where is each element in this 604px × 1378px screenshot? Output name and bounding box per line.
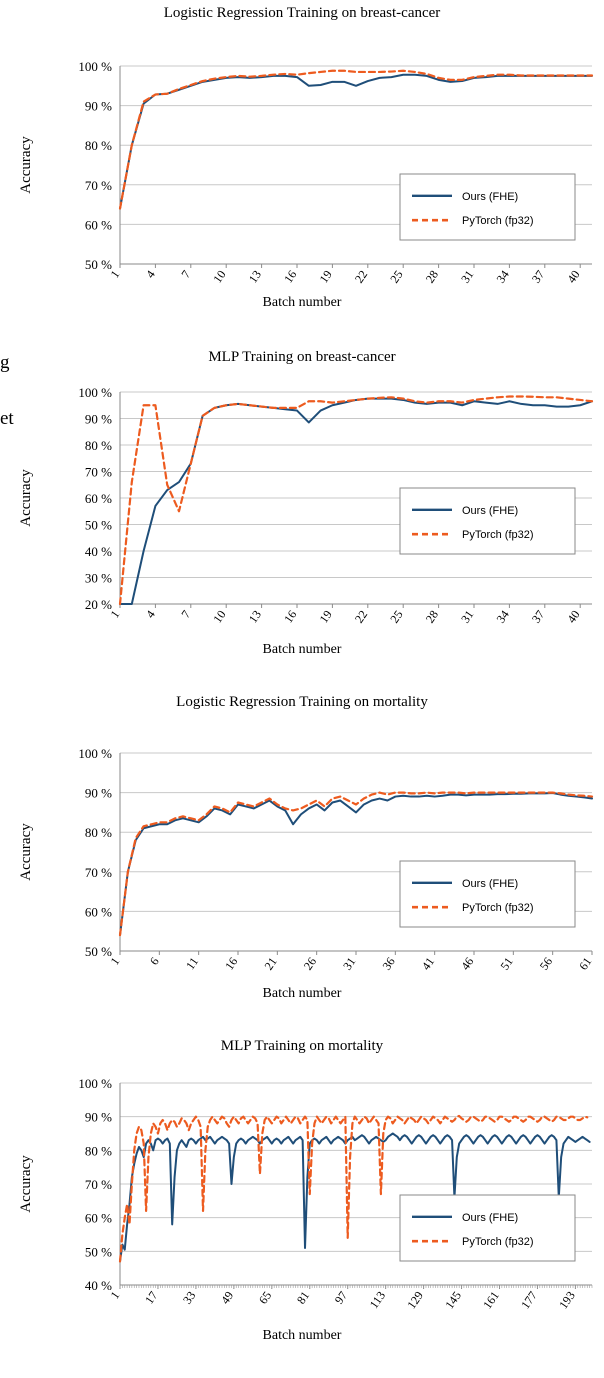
chart-legend bbox=[400, 1195, 575, 1261]
y-tick-label: 30 % bbox=[84, 570, 112, 586]
x-tick-label: 40 bbox=[564, 607, 583, 626]
x-tick-label: 11 bbox=[183, 954, 202, 973]
plot-area-1 bbox=[0, 366, 604, 644]
x-tick-label: 65 bbox=[255, 1288, 275, 1307]
x-tick-label: 40 bbox=[564, 267, 583, 286]
y-tick-label: 90 % bbox=[84, 1109, 112, 1125]
x-tick-label: 1 bbox=[107, 267, 123, 281]
y-tick-label: 80 % bbox=[84, 438, 112, 453]
x-tick-label: 113 bbox=[366, 1288, 389, 1312]
chart-title-0: Logistic Regression Training on breast-cancer bbox=[163, 5, 441, 21]
y-tick-label: 90 % bbox=[84, 785, 112, 801]
x-tick-label: 28 bbox=[422, 267, 442, 286]
chart-svg-3 bbox=[0, 1055, 604, 1330]
x-axis-label-0: Batch number bbox=[262, 295, 342, 310]
chart-panel-1 bbox=[0, 340, 604, 685]
x-tick-label: 4 bbox=[142, 267, 158, 281]
chart-legend bbox=[400, 488, 575, 554]
chart-title-2: Logistic Regression Training on mortality bbox=[176, 694, 428, 710]
legend-label-ours: Ours (FHE) bbox=[462, 1211, 519, 1224]
x-tick-label: 46 bbox=[458, 954, 477, 973]
chart-svg-0 bbox=[0, 22, 604, 297]
y-tick-label: 70 % bbox=[84, 864, 112, 880]
x-tick-label: 129 bbox=[404, 1288, 427, 1312]
y-tick-label: 80 % bbox=[84, 825, 112, 841]
y-tick-label: 60 % bbox=[84, 217, 112, 233]
x-tick-label: 19 bbox=[316, 267, 335, 286]
plot-area-2 bbox=[0, 711, 604, 988]
legend-label-ours: Ours (FHE) bbox=[462, 190, 519, 203]
x-tick-label: 1 bbox=[107, 954, 123, 968]
stray-text-fragment-2: et bbox=[0, 408, 14, 429]
y-tick-label: 90 % bbox=[84, 98, 112, 114]
chart-svg-1 bbox=[0, 366, 604, 644]
legend-label-ours: Ours (FHE) bbox=[462, 504, 519, 517]
legend-label-pytorch: PyTorch (fp32) bbox=[462, 1236, 534, 1249]
y-tick-label: 70 % bbox=[84, 177, 112, 193]
chart-svg-2 bbox=[0, 711, 604, 988]
x-tick-label: 37 bbox=[528, 267, 548, 286]
y-tick-label: 100 % bbox=[78, 746, 112, 761]
x-axis-label-3: Batch number bbox=[262, 1328, 342, 1343]
y-tick-label: 40 % bbox=[84, 544, 112, 559]
x-axis-label-2: Batch number bbox=[262, 986, 342, 1001]
x-tick-label: 25 bbox=[387, 267, 406, 286]
x-tick-label: 31 bbox=[458, 267, 477, 286]
x-tick-label: 21 bbox=[261, 954, 280, 973]
chart-legend bbox=[400, 174, 575, 240]
chart-title-3: MLP Training on mortality bbox=[220, 1038, 384, 1054]
plot-area-3 bbox=[0, 1055, 604, 1330]
y-tick-label: 60 % bbox=[84, 1210, 112, 1226]
x-tick-label: 22 bbox=[351, 607, 371, 626]
x-tick-label: 31 bbox=[340, 954, 359, 973]
x-axis-label-1: Batch number bbox=[262, 642, 342, 657]
x-tick-label: 7 bbox=[178, 607, 194, 621]
y-tick-label: 50 % bbox=[84, 1244, 112, 1260]
x-tick-label: 26 bbox=[300, 954, 320, 973]
y-tick-label: 100 % bbox=[78, 59, 112, 74]
y-tick-label: 90 % bbox=[84, 411, 112, 427]
x-tick-label: 28 bbox=[422, 607, 442, 626]
y-axis-label: Accuracy bbox=[18, 1155, 34, 1213]
plot-area-0 bbox=[0, 22, 604, 297]
x-tick-label: 49 bbox=[217, 1288, 237, 1307]
y-tick-label: 80 % bbox=[84, 1143, 112, 1159]
x-tick-label: 36 bbox=[379, 954, 398, 973]
x-tick-label: 7 bbox=[178, 267, 194, 281]
x-tick-label: 1 bbox=[107, 1288, 123, 1302]
legend-label-ours: Ours (FHE) bbox=[462, 877, 519, 890]
y-tick-label: 60 % bbox=[84, 491, 112, 506]
x-tick-label: 13 bbox=[245, 607, 265, 626]
x-tick-label: 81 bbox=[293, 1288, 313, 1307]
x-tick-label: 51 bbox=[497, 954, 516, 973]
x-tick-label: 31 bbox=[458, 607, 477, 626]
x-tick-label: 19 bbox=[316, 607, 335, 626]
x-tick-label: 13 bbox=[245, 267, 265, 286]
chart-panel-3 bbox=[0, 1029, 604, 1373]
x-tick-label: 17 bbox=[142, 1288, 161, 1307]
y-tick-label: 40 % bbox=[84, 1278, 112, 1293]
x-tick-label: 161 bbox=[480, 1288, 502, 1312]
x-tick-label: 22 bbox=[351, 267, 371, 286]
x-tick-label: 193 bbox=[556, 1288, 578, 1312]
x-tick-label: 10 bbox=[210, 267, 229, 286]
y-tick-label: 100 % bbox=[78, 1076, 112, 1091]
x-tick-label: 34 bbox=[493, 607, 512, 626]
y-tick-label: 50 % bbox=[84, 517, 112, 533]
y-tick-label: 100 % bbox=[78, 385, 112, 400]
y-tick-label: 20 % bbox=[84, 597, 112, 612]
x-tick-label: 4 bbox=[142, 607, 158, 621]
x-tick-label: 145 bbox=[442, 1288, 465, 1312]
x-tick-label: 41 bbox=[418, 954, 438, 973]
x-tick-label: 10 bbox=[210, 607, 229, 626]
y-tick-label: 70 % bbox=[84, 1177, 112, 1192]
x-tick-label: 33 bbox=[180, 1288, 199, 1307]
x-tick-label: 16 bbox=[281, 607, 300, 626]
legend-label-pytorch: PyTorch (fp32) bbox=[462, 529, 534, 542]
y-tick-label: 60 % bbox=[84, 904, 112, 920]
x-tick-label: 1 bbox=[107, 607, 123, 621]
legend-label-pytorch: PyTorch (fp32) bbox=[462, 215, 534, 228]
stray-text-fragment-1: g bbox=[0, 352, 10, 373]
y-tick-label: 80 % bbox=[84, 138, 112, 154]
chart-panel-2 bbox=[0, 685, 604, 1029]
x-tick-label: 177 bbox=[518, 1288, 540, 1312]
chart-legend bbox=[400, 861, 575, 927]
y-tick-label: 70 % bbox=[84, 464, 112, 480]
legend-label-pytorch: PyTorch (fp32) bbox=[462, 902, 534, 915]
chart-panel-0 bbox=[0, 0, 604, 340]
x-tick-label: 16 bbox=[222, 954, 241, 973]
x-tick-label: 6 bbox=[146, 954, 162, 968]
x-tick-label: 25 bbox=[387, 607, 406, 626]
y-tick-label: 50 % bbox=[84, 944, 112, 959]
x-tick-label: 56 bbox=[536, 954, 556, 973]
y-tick-label: 50 % bbox=[84, 257, 112, 272]
chart-title-1: MLP Training on breast-cancer bbox=[208, 349, 396, 365]
x-tick-label: 34 bbox=[493, 267, 512, 286]
x-tick-label: 97 bbox=[331, 1288, 351, 1307]
x-tick-label: 37 bbox=[528, 607, 548, 626]
y-axis-label: Accuracy bbox=[18, 823, 34, 881]
x-tick-label: 16 bbox=[281, 267, 300, 286]
y-axis-label: Accuracy bbox=[18, 136, 34, 194]
y-axis-label: Accuracy bbox=[18, 469, 34, 527]
x-tick-label: 61 bbox=[576, 954, 595, 973]
